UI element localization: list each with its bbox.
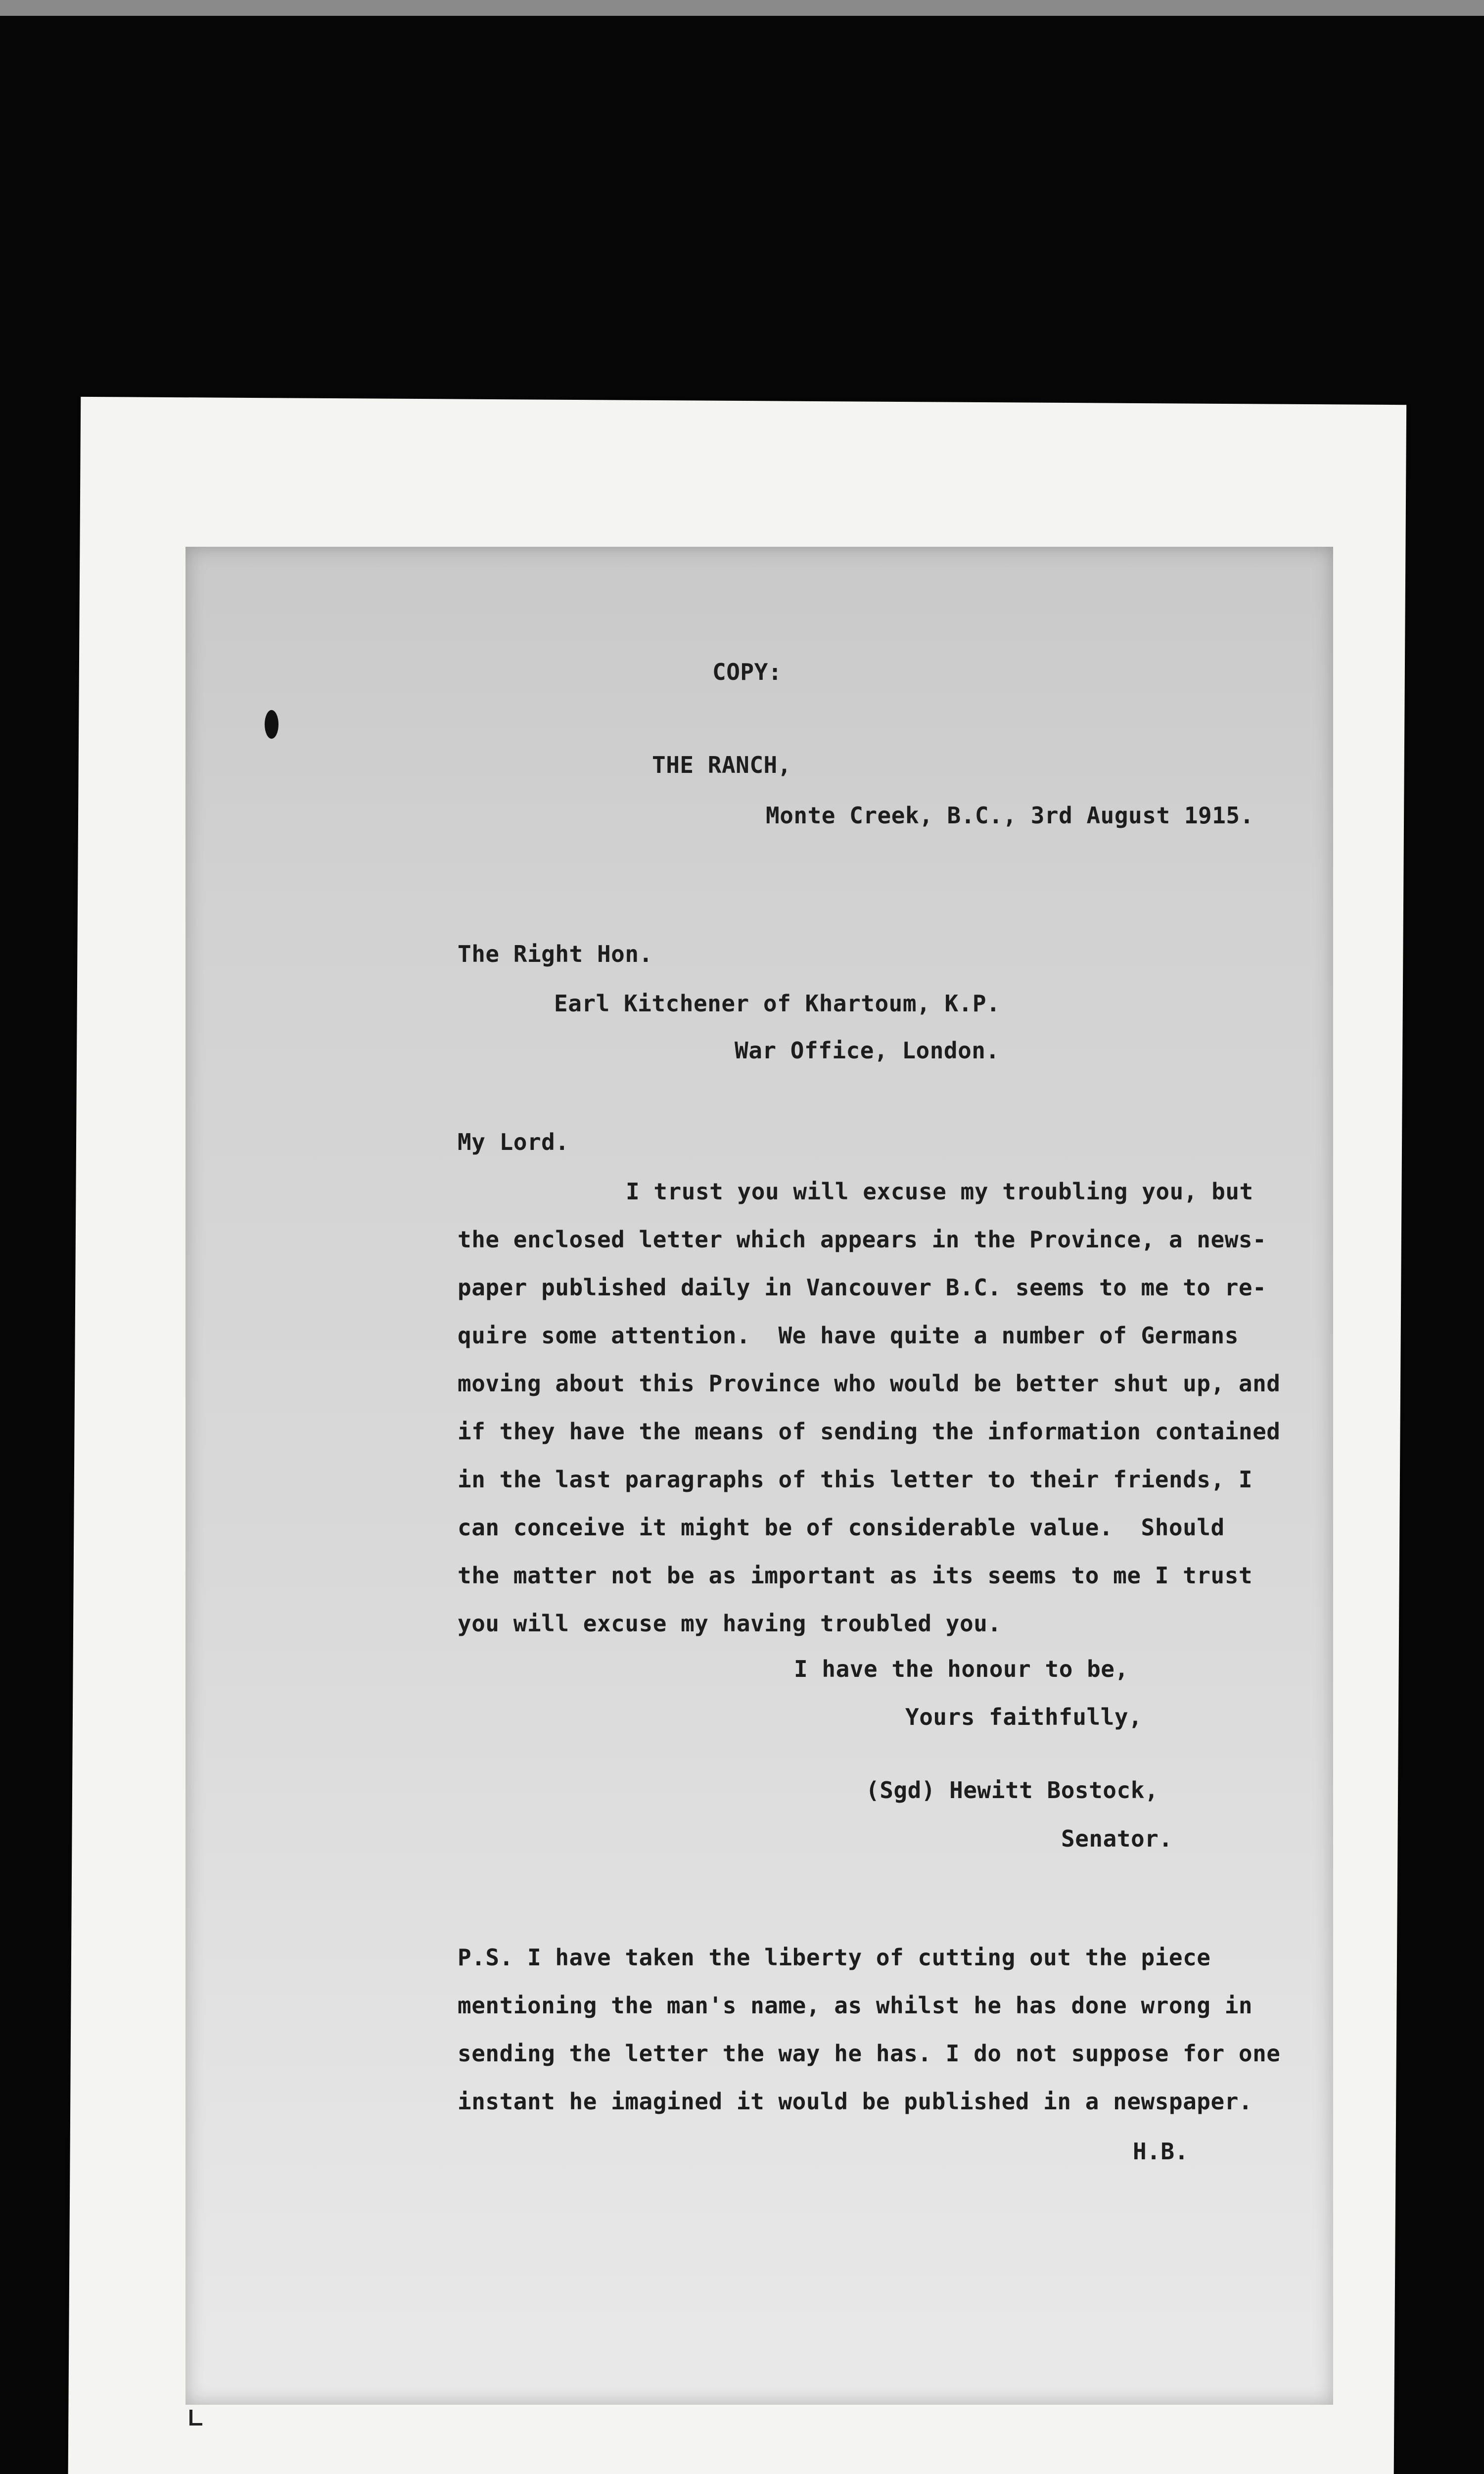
margin-mark: [189, 2423, 202, 2426]
signer-title: Senator.: [1061, 1825, 1173, 1852]
postscript-line: instant he imagined it would be published in a newspaper.: [458, 2088, 1253, 2115]
closing-line-1: I have the honour to be,: [794, 1656, 1129, 1682]
body-line: quire some attention. We have quite a number of Germans: [458, 1322, 1239, 1349]
signature: (Sgd) Hewitt Bostock,: [866, 1777, 1159, 1804]
closing-line-2: Yours faithfully,: [905, 1704, 1143, 1730]
recipient-line-3: War Office, London.: [735, 1037, 1000, 1064]
sender-address-line-1: THE RANCH,: [652, 752, 791, 778]
margin-mark: [189, 2410, 192, 2425]
postscript-line: sending the letter the way he has. I do not suppose for one: [458, 2040, 1281, 2067]
body-line: can conceive it might be of considerable value. Should: [458, 1514, 1225, 1541]
recipient-line-2: Earl Kitchener of Khartoum, K.P.: [554, 990, 1001, 1017]
body-line: the enclosed letter which appears in the Province, a news-: [458, 1226, 1267, 1253]
initials: H.B.: [1133, 2138, 1189, 2165]
body-line: I trust you will excuse my troubling you, but: [626, 1178, 1253, 1205]
body-line: you will excuse my having troubled you.: [458, 1610, 1002, 1637]
body-line: in the last paragraphs of this letter to their friends, I: [458, 1466, 1253, 1493]
body-line: if they have the means of sending the information contained: [458, 1418, 1281, 1445]
recipient-line-1: The Right Hon.: [458, 941, 653, 967]
punch-hole-mark: [265, 710, 278, 739]
postscript-line: P.S. I have taken the liberty of cutting out the piece: [458, 1944, 1211, 1971]
film-frame-top: [0, 0, 1484, 16]
body-line: the matter not be as important as its seems to me I trust: [458, 1562, 1253, 1589]
salutation: My Lord.: [458, 1129, 569, 1155]
copy-heading: COPY:: [712, 659, 782, 685]
sender-address-line-2: Monte Creek, B.C., 3rd August 1915.: [766, 802, 1254, 829]
postscript-line: mentioning the man's name, as whilst he has done wrong in: [458, 1992, 1253, 2019]
body-line: moving about this Province who would be better shut up, and: [458, 1370, 1281, 1397]
body-line: paper published daily in Vancouver B.C. seems to me to re-: [458, 1274, 1267, 1301]
